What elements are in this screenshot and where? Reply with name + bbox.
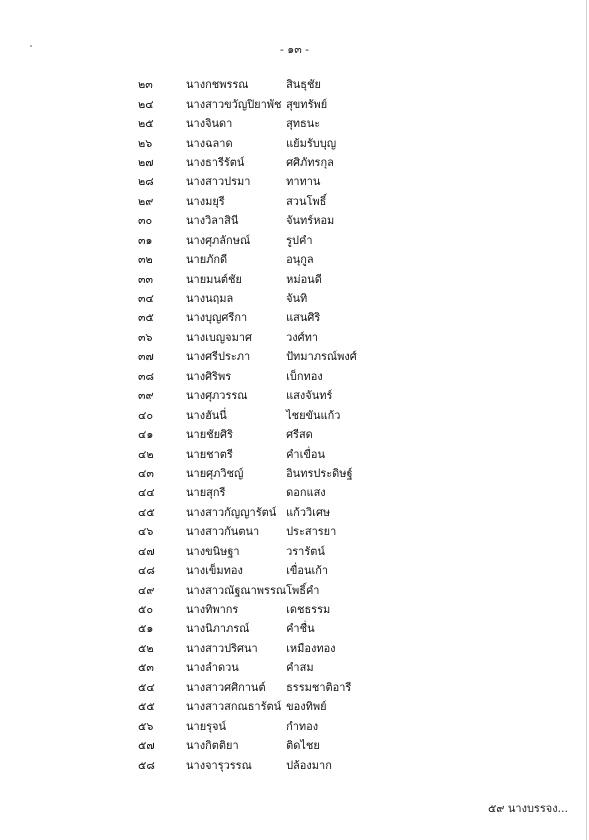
list-row — [138, 289, 406, 308]
given-name: นายชัยศิริ — [186, 428, 233, 442]
family-name: จันทิ — [286, 292, 308, 306]
given-name: นางนิภาภรณ์ — [186, 622, 250, 636]
row-number: ๕๓ — [138, 661, 154, 675]
row-number: ๕๒ — [138, 641, 154, 655]
given-name: นางสาวปรมา — [186, 175, 251, 189]
list-row — [138, 639, 406, 658]
row-number: ๒๙ — [138, 194, 154, 208]
list-row — [138, 522, 406, 541]
list-row — [138, 425, 406, 444]
row-number: ๕๐ — [138, 603, 154, 617]
given-name: นางเบญจมาศ — [186, 330, 253, 344]
given-name: นางจินดา — [186, 117, 233, 131]
list-row — [138, 697, 406, 716]
row-number: ๕๖ — [138, 719, 154, 733]
family-name: อนุกูล — [286, 253, 314, 267]
given-name: นางลำดวน — [186, 661, 239, 675]
family-name: สุทธนะ — [286, 117, 321, 131]
given-name: นางสาวขวัญปิยาพัช — [186, 97, 282, 111]
scan-speck — [30, 45, 32, 47]
list-row — [138, 736, 406, 755]
list-row — [138, 580, 406, 599]
row-number: ๔๕ — [138, 505, 155, 519]
row-number: ๓๕ — [138, 311, 154, 325]
family-name: คำชื่น — [286, 622, 315, 636]
list-row — [138, 561, 406, 580]
given-name: นางสาวกัญญารัตน์ — [186, 505, 277, 519]
given-name: นางศรีประภา — [186, 350, 251, 364]
family-name: เบ็กทอง — [286, 369, 323, 383]
list-row — [138, 308, 406, 327]
list-row — [138, 483, 406, 502]
row-number: ๔๙ — [138, 583, 155, 597]
family-name: ศศิภัทรกุล — [286, 155, 334, 169]
given-name: นางสาวณัฐณาพรรณ — [186, 583, 287, 597]
scan-edge-line — [586, 0, 587, 840]
row-number: ๓๖ — [138, 330, 153, 344]
list-row — [138, 503, 406, 522]
family-name: ประสารยา — [286, 525, 337, 539]
row-number: ๕๘ — [138, 758, 155, 772]
given-name: นายศุภวิชญ์ — [186, 466, 244, 480]
list-row — [138, 269, 406, 288]
row-number: ๓๓ — [138, 272, 154, 286]
list-row — [138, 755, 406, 774]
given-name: นางฮันนี่ — [186, 408, 227, 422]
family-name: เดชธรรม — [286, 603, 331, 617]
row-number: ๒๗ — [138, 155, 154, 169]
row-number: ๓๐ — [138, 214, 153, 228]
list-row — [138, 192, 406, 211]
family-name: เหมืองทอง — [286, 641, 336, 655]
list-row — [138, 94, 406, 113]
list-row — [138, 542, 406, 561]
list-row — [138, 172, 406, 191]
family-name: ปล้องมาก — [286, 758, 332, 772]
list-row — [138, 600, 406, 619]
given-name: นางทิพากร — [186, 603, 239, 617]
given-name: นายภักดี — [186, 253, 228, 267]
list-row — [138, 211, 406, 230]
family-name: ทาทาน — [286, 175, 321, 189]
family-name: วงศ์ทา — [286, 330, 319, 344]
given-name: นางสาวสกณธารัตน์ — [186, 700, 282, 714]
row-number: ๒๕ — [138, 117, 154, 131]
row-number: ๔๓ — [138, 466, 154, 480]
row-number: ๔๗ — [138, 544, 155, 558]
row-number: ๒๖ — [138, 136, 153, 150]
list-row — [138, 328, 406, 347]
row-number: ๓๙ — [138, 389, 154, 403]
row-number: ๒๓ — [138, 78, 153, 92]
list-row — [138, 153, 406, 172]
family-name: วรารัตน์ — [286, 544, 325, 558]
family-name: รูปคำ — [286, 233, 313, 247]
family-name: เขื่อนเก้า — [286, 564, 329, 578]
list-row — [138, 250, 406, 269]
continuation-footer: ๕๙ นางบรรจง... — [488, 802, 569, 815]
family-name: จันทร์หอม — [286, 214, 335, 228]
row-number: ๔๐ — [138, 408, 154, 422]
given-name: นางสาวกันตนา — [186, 525, 260, 539]
list-row — [138, 133, 406, 152]
given-name: นายรุจน์ — [186, 719, 227, 733]
given-name: นางสาวปริศนา — [186, 641, 258, 655]
list-row — [138, 405, 406, 424]
row-number: ๔๖ — [138, 525, 154, 539]
given-name: นางฉลาด — [186, 136, 233, 150]
family-name: อินทรประดิษฐ์ — [286, 466, 353, 480]
row-number: ๕๗ — [138, 739, 155, 753]
list-row — [138, 658, 406, 677]
given-name: นางเข็มทอง — [186, 564, 243, 578]
family-name: คำเขื่อน — [286, 447, 326, 461]
list-row — [138, 114, 406, 133]
list-row — [138, 716, 406, 735]
list-row — [138, 75, 406, 94]
family-name: ปัทมาภรณ์พงศ์ — [286, 350, 357, 364]
family-name: ดอกแสง — [286, 486, 326, 500]
given-name: นางวิลาสินี — [186, 214, 239, 228]
given-name: นางมยุรี — [186, 194, 225, 208]
given-name: นายสุกรี — [186, 486, 226, 500]
list-row — [138, 347, 406, 366]
family-name: ติดไชย — [286, 739, 320, 753]
given-name: นางศุภวรรณ — [186, 389, 248, 403]
row-number: ๔๘ — [138, 564, 155, 578]
row-number: ๕๕ — [138, 700, 155, 714]
row-number: ๓๔ — [138, 292, 154, 306]
given-name: นางนฤมล — [186, 292, 234, 306]
list-row — [138, 444, 406, 463]
family-name: กำทอง — [286, 719, 319, 733]
family-name: สินธุชัย — [286, 78, 321, 92]
family-name: ธรรมชาติอารี — [286, 680, 352, 694]
family-name: สุขทรัพย์ — [286, 97, 328, 111]
family-name: แย้มรับบุญ — [286, 136, 337, 150]
name-list-body — [138, 75, 406, 775]
given-name: นางศุภลักษณ์ — [186, 233, 251, 247]
family-name: ศรีสด — [286, 428, 313, 442]
family-name: แสงจันทร์ — [286, 389, 333, 403]
given-name: นางขนิษฐา — [186, 544, 240, 558]
row-number: ๕๑ — [138, 622, 154, 636]
given-name: นางกิตติยา — [186, 739, 239, 753]
row-number: ๓๘ — [138, 369, 155, 383]
given-name: นางศิริพร — [186, 369, 232, 383]
given-name: นางธารีรัตน์ — [186, 155, 245, 169]
family-name: แสนศิริ — [286, 311, 321, 325]
page-number-header: - ๑๓ - — [280, 43, 309, 56]
given-name: นางจารุวรรณ — [186, 758, 252, 772]
row-number: ๓๗ — [138, 350, 154, 364]
family-name: หม่อนดี — [286, 272, 322, 286]
row-number: ๓๑ — [138, 233, 153, 247]
family-name: สวนโพธิ์ — [286, 194, 327, 208]
row-number: ๕๔ — [138, 680, 155, 694]
list-row — [138, 386, 406, 405]
row-number: ๒๔ — [138, 97, 154, 111]
list-row — [138, 619, 406, 638]
row-number: ๔๔ — [138, 486, 155, 500]
list-row — [138, 367, 406, 386]
row-number: ๔๑ — [138, 428, 154, 442]
row-number: ๒๘ — [138, 175, 154, 189]
given-name: นางกชพรรณ — [186, 78, 249, 92]
family-name: ของทิพย์ — [286, 700, 327, 714]
family-name: คำสม — [286, 661, 314, 675]
name-list-table — [138, 75, 406, 775]
list-row — [138, 231, 406, 250]
family-name: แก้ววิเศษ — [286, 505, 331, 519]
family-name: โพธิ์คำ — [286, 583, 320, 597]
row-number: ๓๒ — [138, 253, 153, 267]
given-name: นายชาตรี — [186, 447, 233, 461]
given-name: นางบุญศรีกา — [186, 311, 248, 325]
given-name: นางสาวศศิกานต์ — [186, 680, 266, 694]
list-row — [138, 678, 406, 697]
given-name: นายมนต์ชัย — [186, 272, 242, 286]
row-number: ๔๒ — [138, 447, 154, 461]
family-name: ไชยขันแก้ว — [286, 408, 341, 422]
list-row — [138, 464, 406, 483]
